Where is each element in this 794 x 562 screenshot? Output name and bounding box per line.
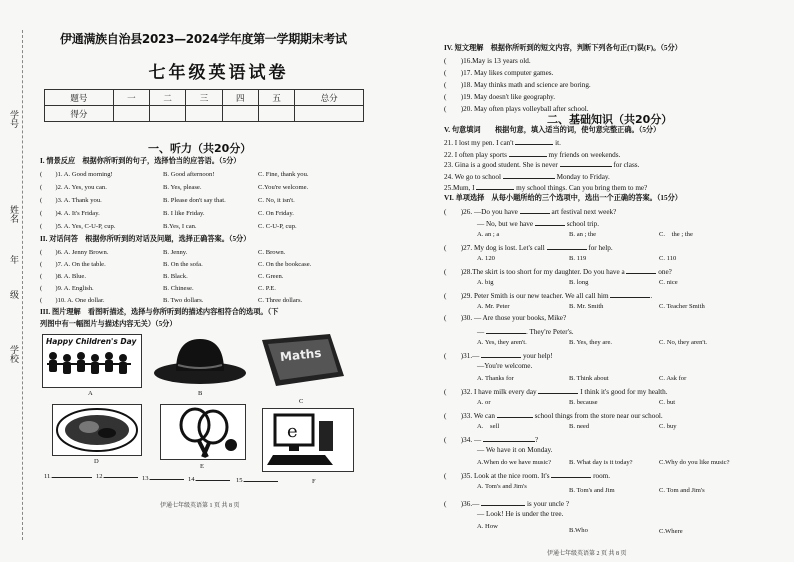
option-b: B. Good afternoon! xyxy=(163,171,215,178)
option-c: C. No, they aren't. xyxy=(659,339,708,346)
question-text: ( )36.— xyxy=(444,500,482,508)
fill-blank[interactable] xyxy=(509,149,547,157)
question-text: ( )32. I have milk every day xyxy=(444,388,539,396)
part4-heading: IV. 短文理解 根据你所听到的短文内容，判断下列各句正(T)误(F)。（5分） xyxy=(444,44,682,52)
picture-c-caption: Maths xyxy=(279,345,323,365)
fill-blank[interactable] xyxy=(486,326,526,334)
option-c: C. 110 xyxy=(659,255,677,262)
question-text: for help. xyxy=(586,244,613,252)
option-c: C.Where xyxy=(659,528,683,535)
picture-label-a: A xyxy=(88,390,93,397)
children-icon xyxy=(43,348,141,388)
option-c: C. Fine, thank you. xyxy=(258,171,309,178)
question-text: ? xyxy=(534,436,539,444)
option-b: B. Think about xyxy=(569,375,609,382)
picture-c-maths-book xyxy=(258,332,348,388)
fill-blank[interactable] xyxy=(626,266,656,274)
page-footer: 伊通七年级英语第 2 页 共 8 页 xyxy=(547,551,627,557)
question-3: ( )3. A. Thank you. xyxy=(40,197,102,204)
option-b: B. Tom's and Jim xyxy=(569,487,615,494)
score-table-row xyxy=(45,106,364,122)
part1-heading: I. 情景反应 根据你所听到的句子，选择恰当的应答语。（5分） xyxy=(40,157,241,165)
exam-page-2 xyxy=(397,0,794,562)
margin-label-id: 学号 xyxy=(9,110,19,128)
fold-line xyxy=(22,30,23,540)
question-1: ( )1. A. Good morning! xyxy=(40,171,113,178)
option-b: B. because xyxy=(569,399,598,406)
option-a: A. an ; a xyxy=(477,231,500,238)
fill-blank[interactable] xyxy=(535,218,565,226)
answer-13[interactable] xyxy=(142,472,184,483)
option-c: C. buy xyxy=(659,423,677,430)
score-header-cell: 五 xyxy=(258,90,294,106)
question-20: ( )20. May often plays volleyball after school. xyxy=(444,105,589,113)
fill-blank[interactable] xyxy=(520,206,550,214)
question-30: ( )30. — Are those your books, Mike? xyxy=(444,314,567,322)
fill-blank[interactable] xyxy=(515,137,553,145)
part3-heading: III. 图片理解 看图听描述，选择与你所听到的描述内容相符合的选项。（下 xyxy=(40,308,279,316)
answer-blank[interactable] xyxy=(196,473,230,481)
option-c: C.You're welcome. xyxy=(258,184,309,191)
option-a: A. Mr. Peter xyxy=(477,303,510,310)
question-text: 21. I lost my pen. I can't xyxy=(444,139,516,147)
picture-label-e: E xyxy=(200,463,204,470)
picture-label-d: D xyxy=(94,458,99,465)
option-c: C. No, it isn't. xyxy=(258,197,295,204)
picture-a-caption: Happy Children's Day xyxy=(46,337,137,346)
answer-blank[interactable] xyxy=(244,474,278,482)
option-c: C. Tom and Jim's xyxy=(659,487,705,494)
option-c: C. On Friday. xyxy=(258,210,294,217)
question-10: ( )10. A. One dollar. xyxy=(40,297,105,304)
option-b: B. Please don't say that. xyxy=(163,197,226,204)
option-b: B. What day is it today? xyxy=(569,459,633,466)
question-17: ( )17. May likes computer games. xyxy=(444,69,554,77)
part3-heading-cont: 列图中有一幅图片与描述内容无关）（5分） xyxy=(40,320,177,328)
fill-blank[interactable] xyxy=(551,470,591,478)
question-36 xyxy=(444,498,569,509)
question-26-line2 xyxy=(477,218,599,229)
option-b: B. need xyxy=(569,423,590,430)
option-a: A. sell xyxy=(477,423,500,430)
question-29 xyxy=(444,290,652,301)
option-b: B. Chinese. xyxy=(163,285,194,292)
question-31-line2: —You're welcome. xyxy=(477,362,533,370)
option-b: B. an ; the xyxy=(569,231,597,238)
exam-header-title: 伊通满族自治县2023—2024学年度第一学期期末考试 xyxy=(60,32,347,46)
picture-e-tennis xyxy=(160,404,246,460)
option-c: C. nice xyxy=(659,279,678,286)
question-text: . xyxy=(650,292,653,300)
question-text: school trip. xyxy=(564,220,600,228)
question-text: room. xyxy=(591,472,611,480)
part5-heading: V. 句意填词 根据句意，填入适当的词，使句意完整正确。（5分） xyxy=(444,126,661,134)
fill-blank[interactable] xyxy=(547,242,587,250)
fill-blank[interactable] xyxy=(560,159,612,167)
option-b: B. 119 xyxy=(569,255,587,262)
question-text: art festival next week? xyxy=(549,208,617,216)
question-4: ( )4. A. It's Friday. xyxy=(40,210,100,217)
question-28 xyxy=(444,266,672,277)
question-text: is your uncle ? xyxy=(525,500,570,508)
question-31 xyxy=(444,350,553,361)
answer-blank[interactable] xyxy=(150,472,184,480)
question-16: ( )16.May is 13 years old. xyxy=(444,57,531,65)
score-table xyxy=(44,89,364,122)
question-text: — xyxy=(477,328,486,336)
question-text: 24. We go to school xyxy=(444,173,503,181)
question-text: one? xyxy=(656,268,672,276)
option-c: C. Three dollars. xyxy=(258,297,303,304)
answer-15[interactable] xyxy=(236,474,278,485)
answer-12[interactable] xyxy=(96,470,138,481)
hat-icon xyxy=(152,333,248,387)
plate-icon xyxy=(53,405,141,455)
score-header-cell: 一 xyxy=(113,90,149,106)
question-21 xyxy=(444,137,561,148)
question-26 xyxy=(444,206,616,217)
option-a: A. 120 xyxy=(477,255,495,262)
picture-d-food xyxy=(52,404,142,456)
option-c: C. Brown. xyxy=(258,249,286,256)
question-34 xyxy=(444,434,538,445)
option-b: B.Yes, I can. xyxy=(163,223,197,230)
question-text: ( )31.— xyxy=(444,352,482,360)
question-text: it. xyxy=(553,139,561,147)
question-text: for class. xyxy=(611,161,640,169)
fill-blank[interactable] xyxy=(503,171,555,179)
question-text: my school things. Can you bring them to me? xyxy=(514,184,648,192)
picture-label-c: C xyxy=(299,398,304,405)
question-8: ( )8. A. Blue. xyxy=(40,273,86,280)
option-c: C. C-U-P, cup. xyxy=(258,223,297,230)
option-b: B. Mr. Smith xyxy=(569,303,604,310)
question-text: . They're Peter's. xyxy=(525,328,574,336)
score-input-cell[interactable] xyxy=(186,106,222,122)
score-header-cell: 三 xyxy=(186,90,222,106)
score-row-label: 得分 xyxy=(45,106,114,122)
answer-number: 11. xyxy=(44,473,52,480)
option-a: A.When do we have music? xyxy=(477,459,552,466)
option-b: B.Who xyxy=(569,527,588,534)
answer-number: 14. xyxy=(188,476,197,483)
answer-number: 12. xyxy=(96,473,105,480)
question-9: ( )9. A. English. xyxy=(40,285,94,292)
question-text: ( )35. Look at the nice room. It's xyxy=(444,472,552,480)
question-text: — No, but we have xyxy=(477,220,535,228)
picture-label-f: F xyxy=(312,478,316,485)
picture-label-b: B xyxy=(198,390,203,397)
fill-blank[interactable] xyxy=(476,182,514,190)
question-text: ( )34. — xyxy=(444,436,483,444)
option-c: C. the ; the xyxy=(659,231,693,238)
fill-blank[interactable] xyxy=(538,386,578,394)
option-a: A. big xyxy=(477,279,494,286)
option-a: A. How xyxy=(477,523,498,530)
option-a: A. Thanks for xyxy=(477,375,514,382)
answer-blank[interactable] xyxy=(104,470,138,478)
question-34-line2: — We have it on Monday. xyxy=(477,446,553,454)
question-2: ( )2. A. Yes, you can. xyxy=(40,184,107,191)
fill-blank[interactable] xyxy=(610,290,653,300)
question-27 xyxy=(444,242,613,253)
question-text: ( )29. Peter Smith is our new teacher. We all call him xyxy=(444,292,611,300)
question-text: ( )26. —Do you have xyxy=(444,208,520,216)
option-a: A. Yes, they aren't. xyxy=(477,339,527,346)
option-c: C. Ask for xyxy=(659,375,687,382)
question-text: ( )33. We can xyxy=(444,412,497,420)
score-input-cell[interactable] xyxy=(150,106,186,122)
option-c: C. but xyxy=(659,399,676,406)
question-text: my friends on weekends. xyxy=(546,151,621,159)
exam-main-title: 七年级英语试卷 xyxy=(148,63,289,83)
score-header-cell: 题号 xyxy=(45,90,114,106)
question-23 xyxy=(444,159,639,170)
part2-heading: II. 对话问答 根据你所听到的对话及问题，选择正确答案。（5分） xyxy=(40,235,251,243)
option-c: C. Teacher Smith xyxy=(659,303,705,310)
fill-blank[interactable] xyxy=(481,350,521,358)
margin-label-grade: 年 xyxy=(9,255,19,264)
question-text: ( )28.The skirt is too short for my daughter. Do you have a xyxy=(444,268,627,276)
svg-text:e: e xyxy=(287,421,298,442)
question-33 xyxy=(444,410,663,421)
option-b: B. I like Friday. xyxy=(163,210,205,217)
section-listening-title: 一、听力（共20分） xyxy=(148,142,252,155)
racket-icon xyxy=(161,405,245,459)
fill-blank[interactable] xyxy=(497,410,533,418)
question-25 xyxy=(444,182,647,193)
option-b: B. Jenny. xyxy=(163,249,188,256)
option-b: B. Two dollars. xyxy=(163,297,204,304)
answer-number: 15. xyxy=(236,477,245,484)
answer-11[interactable] xyxy=(44,470,92,481)
question-7: ( )7. A. On the table. xyxy=(40,261,106,268)
score-table-header xyxy=(45,90,364,106)
question-text: Monday to Friday. xyxy=(554,173,610,181)
option-c: C.Why do you like music? xyxy=(659,459,730,466)
fill-blank[interactable] xyxy=(481,498,525,506)
option-a: A. or xyxy=(477,399,491,406)
picture-b-hat xyxy=(152,333,248,387)
question-5: ( )5. A. Yes, C-U-P, cup. xyxy=(40,223,116,230)
option-b: B. Black. xyxy=(163,273,188,280)
picture-a-childrens-day xyxy=(42,334,142,388)
option-b: B. On the sofa. xyxy=(163,261,203,268)
score-input-cell[interactable] xyxy=(258,106,294,122)
question-24 xyxy=(444,171,610,182)
question-text: 25.Mum, I xyxy=(444,184,477,192)
fill-blank[interactable] xyxy=(483,434,535,442)
picture-f-computer xyxy=(262,408,354,472)
score-input-cell[interactable] xyxy=(113,106,149,122)
binding-margin xyxy=(0,0,34,562)
score-header-cell: 总分 xyxy=(295,90,364,106)
margin-label-school: 学校 xyxy=(9,345,19,363)
question-text: your help! xyxy=(521,352,553,360)
page-footer: 伊通七年级英语第 1 页 共 8 页 xyxy=(160,503,240,509)
question-text: 22. I often play sports xyxy=(444,151,509,159)
answer-blank[interactable] xyxy=(52,470,92,478)
question-35 xyxy=(444,470,610,481)
question-19: ( )19. May doesn't like geography. xyxy=(444,93,556,101)
score-input-cell[interactable] xyxy=(222,106,258,122)
section-basic-title: 二、基础知识（共20分） xyxy=(547,113,673,126)
margin-label-class: 级 xyxy=(9,290,19,299)
option-b: B. Yes, please. xyxy=(163,184,202,191)
question-36-line2: — Look! He is under the tree. xyxy=(477,510,564,518)
computer-icon xyxy=(263,409,353,471)
score-header-cell: 二 xyxy=(150,90,186,106)
margin-label-name: 姓名 xyxy=(9,205,19,223)
option-c: C. P.E. xyxy=(258,285,276,292)
option-b: B. Yes, they are. xyxy=(569,339,613,346)
question-text: I think it's good for my health. xyxy=(578,388,668,396)
question-6: ( )6. A. Jenny Brown. xyxy=(40,249,109,256)
question-text: school things from the store near our school. xyxy=(532,412,663,420)
answer-14[interactable] xyxy=(188,473,230,484)
score-header-cell: 四 xyxy=(222,90,258,106)
question-32 xyxy=(444,386,668,397)
option-c: C. On the bookcase. xyxy=(258,261,312,268)
answer-number: 13. xyxy=(142,475,151,482)
question-text: ( )27. My dog is lost. Let's call xyxy=(444,244,547,252)
option-b: B. long xyxy=(569,279,589,286)
score-input-cell[interactable] xyxy=(295,106,364,122)
question-18: ( )18. May thinks math and science are boring. xyxy=(444,81,591,89)
question-text: 23. Gina is a good student. She is never xyxy=(444,161,560,169)
option-c: C. Green. xyxy=(258,273,284,280)
option-a: A. Tom's and Jim's xyxy=(477,483,527,490)
question-30-line2 xyxy=(477,326,574,337)
part6-heading: VI. 单项选择 从每小题所给的三个选项中，选出一个正确的答案。（15分） xyxy=(444,194,682,202)
